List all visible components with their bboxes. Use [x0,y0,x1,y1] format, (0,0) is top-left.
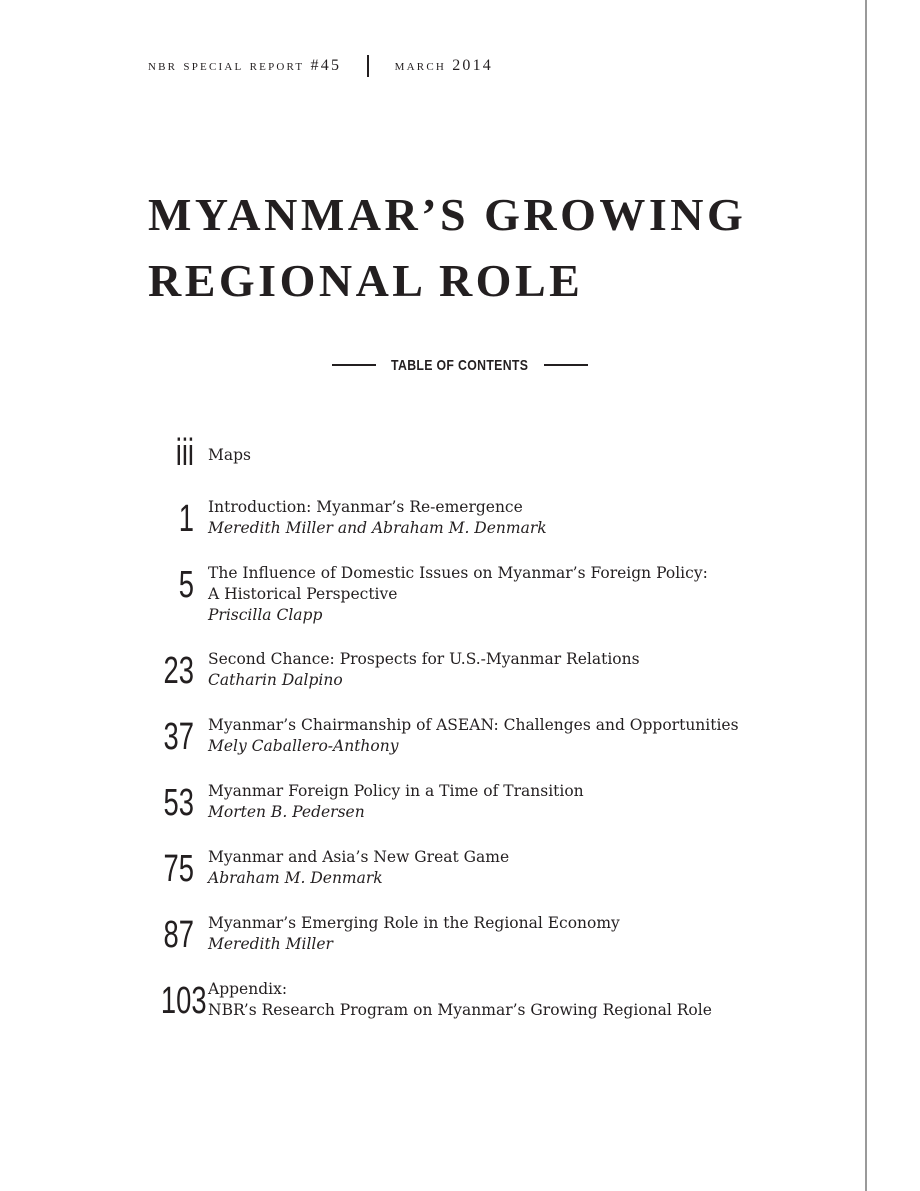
toc-entry-text [208,649,640,691]
toc-entry-title: Maps [208,446,251,464]
toc-entry-author: Meredith Miller and Abraham M. Denmark [208,519,547,537]
toc-entry-title: NBR’s Research Program on Myanmar’s Growing Regional Role [208,1001,712,1019]
toc-page-number: 53 [163,782,194,824]
toc-entry-title: Introduction: Myanmar’s Re-emergence [208,498,523,516]
toc-entry-title: Myanmar’s Emerging Role in the Regional Economy [208,914,620,932]
toc-page-number: 87 [163,914,194,956]
toc-entry-author: Priscilla Clapp [208,606,323,624]
toc-entry-text [208,563,708,626]
toc-entry-author: Abraham M. Denmark [208,869,383,887]
toc-page-number: 1 [178,498,194,540]
toc-entry-author: Morten B. Pedersen [208,803,365,821]
toc-entry-author: Catharin Dalpino [208,671,343,689]
toc-entry-title: The Influence of Domestic Issues on Myanmar’s Foreign Policy: [208,564,708,582]
toc-entry-title: Second Chance: Prospects for U.S.-Myanmar Relations [208,650,640,668]
toc-entry-title: Myanmar’s Chairmanship of ASEAN: Challenges and Opportunities [208,716,739,734]
toc-entry-title: Appendix: [208,980,288,998]
toc-entry-text [208,497,547,539]
toc-page-number: 5 [178,564,194,606]
toc-entry-text [208,913,620,955]
report-date: march 2014 [394,57,493,74]
title-line-1: MYANMAR’S GROWING [148,189,747,240]
toc-entry-text [208,781,584,823]
title-line-2: REGIONAL ROLE [148,255,584,306]
toc-entry-title: A Historical Perspective [208,585,398,603]
toc-entry-text [208,847,509,889]
toc-entry-text [208,715,739,757]
toc-entry-title: Myanmar Foreign Policy in a Time of Transition [208,782,584,800]
toc-page-number: 37 [163,716,194,758]
toc-entry-title: Myanmar and Asia’s New Great Game [208,848,510,866]
toc-heading-label: TABLE OF CONTENTS [391,356,529,374]
toc-page-number: 23 [163,650,194,692]
page-edge-rule [865,0,867,1191]
toc-entry-text [208,445,251,466]
toc-page-number: 103 [160,980,207,1022]
toc-entry-text [208,979,712,1021]
toc-entry-author: Mely Caballero-Anthony [208,737,399,755]
toc-entry-author: Meredith Miller [208,935,333,953]
toc-page-number: iii [175,432,194,474]
report-number: nbr special report #45 [148,57,342,74]
toc-page-number: 75 [163,848,194,890]
